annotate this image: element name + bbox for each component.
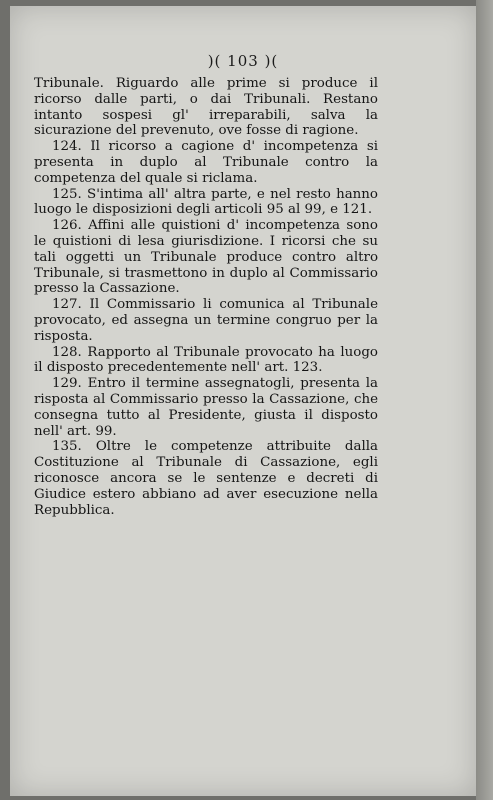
book-page (10, 6, 476, 796)
article-124: 124. Il ricorso a cagione d' incompetenza si presenta in duplo al Tribunale contro la competenza del quale si riclama. (34, 139, 378, 186)
body-text (34, 76, 378, 518)
paragraph-continuation: Tribunale. Riguardo alle prime si produce il ricorso dalle parti, o dai Tribunali. Restano intanto sospesi gl' irreparabili, salva la sicurazione del prevenuto, ove fosse di ragione. (34, 76, 378, 139)
article-128: 128. Rapporto al Tribunale provocato ha luogo il disposto precedentemente nell' art. 123. (34, 344, 378, 376)
article-127: 127. Il Commissario li comunica al Tribunale provocato, ed assegna un termine congruo per la risposta. (34, 297, 378, 344)
article-129: 129. Entro il termine assegnatogli, presenta la risposta al Commissario presso la Cassazione, che consegna tutto al Presidente, giusta il disposto nell' art. 99. (34, 376, 378, 439)
article-125: 125. S'intima all' altra parte, e nel resto hanno luogo le disposizioni degli articoli 95 al 99, e 121. (34, 186, 378, 218)
page-number: )( 103 )( (207, 52, 279, 70)
book-edge (476, 0, 493, 800)
article-135: 135. Oltre le competenze attribuite dalla Costituzione al Tribunale di Cassazione, egli riconosce ancora se le sentenze e decreti di Giudice estero abbiano ad aver esecuzione nella Repubblica. (34, 439, 378, 518)
article-126: 126. Affini alle quistioni d' incompetenza sono le quistioni di lesa giurisdizione. I ricorsi che su tali oggetti un Tribunale produce contro altro Tribunale, si trasmettono in duplo al Commissario presso la Cassazione. (34, 218, 378, 297)
